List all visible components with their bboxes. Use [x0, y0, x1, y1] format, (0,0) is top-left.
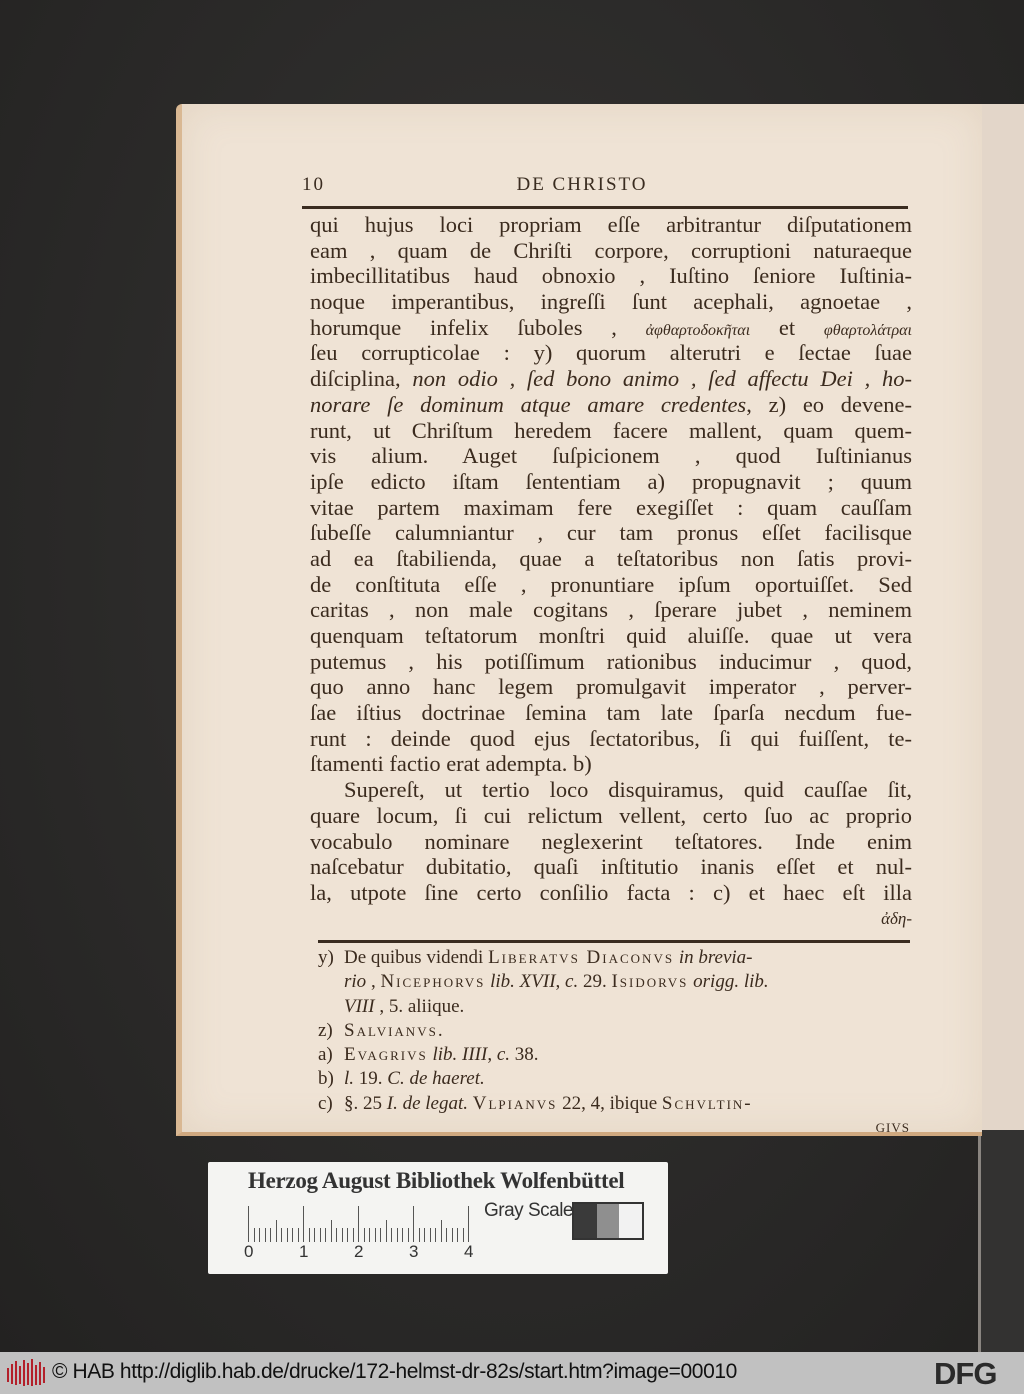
hab-logo-icon	[6, 1358, 46, 1388]
ruler-tick	[259, 1228, 260, 1242]
text-line: quare locum, ſi cui relictum vellent, certo ſuo ac proprio	[310, 802, 912, 828]
ruler-label: 1	[299, 1242, 309, 1261]
ruler-tick	[435, 1228, 436, 1242]
ruler-label: 4	[464, 1242, 474, 1261]
ruler-label: 0	[244, 1242, 254, 1261]
ruler-tick	[413, 1206, 414, 1242]
gray-scale-swatch	[572, 1202, 644, 1240]
facing-page-shadow	[978, 1130, 1024, 1352]
ruler-tick	[331, 1220, 332, 1242]
text-line: caritas , non male cogitans , ſperare jubet , neminem	[310, 597, 912, 623]
text-line: la, utpote ſine certo conſilio facta : c) et haec eſt illa	[310, 879, 912, 905]
text-line: de conſtituta eſſe , pronuntiare ipſum oportuiſſet. Sed	[310, 571, 912, 597]
gray-swatch	[597, 1204, 620, 1238]
gray-scale-label: Gray Scale	[484, 1200, 573, 1221]
ruler-tick	[463, 1228, 464, 1242]
text-line: ſae iſtius doctrinae ſemina tam late ſparſa necdum fue-	[310, 700, 912, 726]
permalink-url[interactable]: © HAB http://diglib.hab.de/drucke/172-helmst-dr-82s/start.htm?image=00010	[52, 1360, 737, 1383]
footnote-rule	[318, 940, 910, 943]
text-line: vocabulo nominare neglexerint teſtatores. Inde enim	[310, 828, 912, 854]
text-line: ad ea ſtabilienda, quae a teſtatoribus non ſatis provi-	[310, 545, 912, 571]
ruler-tick	[391, 1228, 392, 1242]
ruler-tick	[446, 1228, 447, 1242]
footnote-line: y) De quibus videndi Liberatvs Diaconvs in brevia-	[318, 947, 753, 968]
ruler-tick	[325, 1228, 326, 1242]
ruler-tick	[375, 1228, 376, 1242]
library-name: Herzog August Bibliothek Wolfenbüttel	[248, 1168, 625, 1193]
facing-page-edge	[978, 104, 1024, 1234]
ruler-tick	[424, 1228, 425, 1242]
catchword: ἀδη-	[881, 908, 912, 928]
ruler-tick	[397, 1228, 398, 1242]
ruler-tick	[430, 1228, 431, 1242]
ruler-tick	[276, 1220, 277, 1242]
text-line: runt : deinde quod ejus ſectatoribus, ſi qui fuiſſent, te-	[310, 725, 912, 751]
ruler-tick	[298, 1228, 299, 1242]
ruler-label: 2	[354, 1242, 364, 1261]
book-page	[176, 104, 982, 1136]
ruler-tick	[342, 1228, 343, 1242]
footnote-line: c) §. 25 I. de legat. Vlpianvs 22, 4, ibique Schvltin-	[318, 1092, 753, 1114]
ruler-tick	[468, 1206, 469, 1242]
ruler-tick	[303, 1206, 304, 1242]
text-line: vis alium. Auget ſuſpicionem , quod Iuſtinianus	[310, 443, 912, 469]
ruler-tick	[408, 1228, 409, 1242]
footer-bar	[0, 1352, 1024, 1394]
measurement-ruler	[248, 1206, 478, 1242]
ruler-tick	[441, 1220, 442, 1242]
ruler-tick	[270, 1228, 271, 1242]
ruler-tick	[347, 1228, 348, 1242]
ruler-tick	[314, 1228, 315, 1242]
text-line: eam , quam de Chriſti corpore, corruptioni naturaeque	[310, 237, 912, 263]
ruler-tick	[309, 1228, 310, 1242]
ruler-tick	[364, 1228, 365, 1242]
footnote-line: VIII , 5. aliique.	[344, 995, 465, 1017]
text-line: noque imperantibus, ingreſſi ſunt acephali, agnoetae ,	[310, 289, 912, 315]
text-line: ſubeſſe calumniantur , cur tam pronus eſſet facilisque	[310, 520, 912, 546]
page-number: 10	[302, 174, 325, 195]
text-line: qui hujus loci propriam eſſe arbitrantur diſputationem	[310, 212, 912, 237]
footnote-line: b) l. 19. C. de haeret.	[318, 1068, 485, 1090]
ruler-tick	[380, 1228, 381, 1242]
footnotes	[318, 946, 910, 1140]
text-line: ſeu corrupticolae : y) quorum alterutri e ſectae ſuae	[310, 340, 912, 366]
text-line: runt, ut Chriſtum heredem facere mallent, quam quem-	[310, 417, 912, 443]
running-head-title: DE CHRISTO	[516, 174, 648, 195]
text-line: diſciplina, non odio , ſed bono animo , ſed affectu Dei , ho-	[310, 366, 912, 392]
ruler-tick	[248, 1206, 249, 1242]
ruler-tick	[457, 1228, 458, 1242]
ruler-tick	[358, 1206, 359, 1242]
ruler-tick	[369, 1228, 370, 1242]
footnote-line: rio , Nicephorvs lib. XVII, c. 29. Isidorvs origg. lib.	[344, 971, 769, 993]
text-line: norare ſe dominum atque amare credentes, z) eo devene-	[310, 391, 913, 417]
text-line: putemus , his potiſſimum rationibus inducimur , quod,	[310, 648, 912, 674]
ruler-tick	[254, 1228, 255, 1242]
ruler-tick	[419, 1228, 420, 1242]
text-line: quenquam teſtatorum monſtri quid aluiſſe. quae ut vera	[310, 623, 912, 648]
header-rule	[302, 206, 908, 209]
text-line: quo anno hanc legem promulgavit imperator , perver-	[310, 674, 912, 700]
footnote-line: a) Evagrivs lib. IIII, c. 38.	[318, 1044, 539, 1066]
text-line: naſcebatur dubitatio, quaſi inſtitutio inanis eſſet et nul-	[310, 854, 912, 880]
ruler-tick	[292, 1228, 293, 1242]
gray-swatch	[574, 1204, 597, 1238]
text-line: horumque infelix ſuboles , ἀφθαρτοδοκῆται et φθαρτολάτραι	[310, 314, 912, 340]
library-color-card	[208, 1162, 668, 1274]
ruler-tick	[281, 1228, 282, 1242]
ruler-tick	[353, 1228, 354, 1242]
footnote-line: z) Salvianvs.	[318, 1019, 445, 1041]
ruler-tick	[402, 1228, 403, 1242]
ruler-tick	[265, 1228, 266, 1242]
ruler-tick	[452, 1228, 453, 1242]
text-line: vitae partem maximam fere exegiſſet : quam cauſſam	[310, 494, 912, 520]
text-line: Supereſt, ut tertio loco disquiramus, quid cauſſae ſit,	[344, 777, 912, 803]
ruler-label: 3	[409, 1242, 419, 1261]
ruler-tick	[287, 1228, 288, 1242]
text-line: ipſe edicto iſtam ſententiam a) propugnavit ; quum	[310, 468, 912, 494]
running-head	[302, 174, 862, 200]
text-line: imbecillitatibus haud obnoxio , Iuſtino ſeniore Iuſtinia-	[310, 263, 912, 289]
ruler-tick	[320, 1228, 321, 1242]
ruler-tick	[386, 1220, 387, 1242]
dfg-logo: DFG	[934, 1356, 997, 1391]
body-text	[310, 212, 912, 931]
ruler-tick	[336, 1228, 337, 1242]
gray-swatch	[619, 1204, 642, 1238]
footnote-catchword: GIVS	[875, 1120, 910, 1136]
text-line: ſtamenti factio erat adempta. b)	[310, 751, 592, 777]
